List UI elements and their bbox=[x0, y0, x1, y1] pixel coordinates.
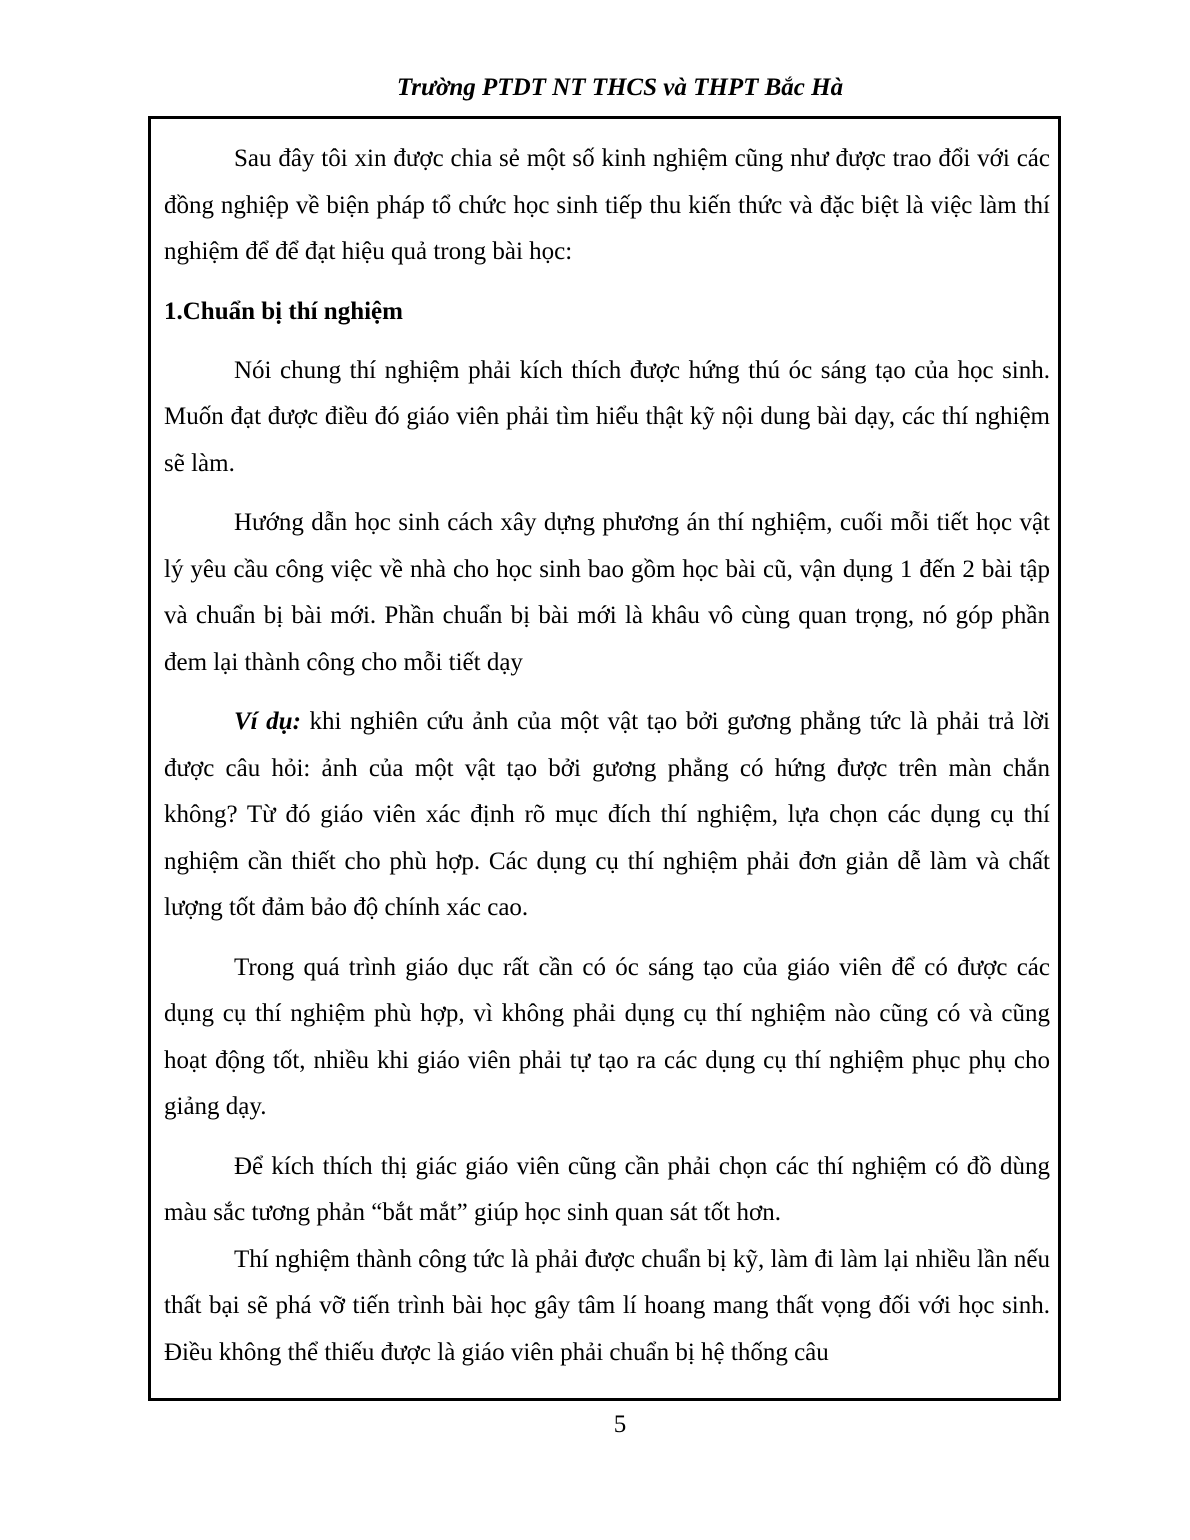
paragraph-success: Thí nghiệm thành công tức là phải được chuẩn bị kỹ, làm đi làm lại nhiều lần nếu thất bại sẽ phá vỡ tiến trình bài học gây tâm lí hoang mang thất vọng đối với học sinh. Điều không thể thiếu được là giáo viên phải chuẩn bị hệ thống câu bbox=[164, 1245, 1050, 1366]
intro-paragraph: Sau đây tôi xin được chia sẻ một số kinh nghiệm cũng như được trao đổi với các đồng nghiệp về biện pháp tổ chức học sinh tiếp thu kiến thức và đặc biệt là việc làm thí nghiệm để để đạt hiệu quả trong bài học: bbox=[164, 145, 1050, 265]
paragraph-guidance: Hướng dẫn học sinh cách xây dựng phương án thí nghiệm, cuối mỗi tiết học vật lý yêu cầu công việc về nhà cho học sinh bao gồm học bài cũ, vận dụng 1 đến 2 bài tập và chuẩn bị bài mới. Phần chuẩn bị bài mới là khâu vô cùng quan trọng, nó góp phần đem lại thành công cho mỗi tiết dạy bbox=[164, 509, 1050, 676]
page-header-school-name: Trường PTDT NT THCS và THPT Bắc Hà bbox=[396, 74, 844, 101]
paragraph-visual: Để kích thích thị giác giáo viên cũng cần phải chọn các thí nghiệm có đồ dùng màu sắc tương phản “bắt mắt” giúp học sinh quan sát tốt hơn. bbox=[164, 1152, 1050, 1226]
page-number: 5 bbox=[613, 1411, 627, 1438]
paragraph-creativity: Trong quá trình giáo dục rất cần có óc sáng tạo của giáo viên để có được các dụng cụ thí nghiệm phù hợp, vì không phải dụng cụ thí nghiệm nào cũng có và cũng hoạt động tốt, nhiều khi giáo viên phải tự tạo ra các dụng cụ thí nghiệm phục phụ cho giảng dạy. bbox=[164, 953, 1050, 1120]
example-text: khi nghiên cứu ảnh của một vật tạo bởi gương phẳng tức là phải trả lời được câu hỏi: ảnh của một vật tạo bởi gương phẳng có hứng được trên màn chắn không? Từ đó giáo viên xác định rõ mục đích thí nghiệm, lựa chọn các dụng cụ thí nghiệm cần thiết cho phù hợp. Các dụng cụ thí nghiệm phải đơn giản dễ làm và chất lượng tốt đảm bảo độ chính xác cao. bbox=[164, 708, 1050, 921]
paragraph-interest: Nói chung thí nghiệm phải kích thích được hứng thú óc sáng tạo của học sinh. Muốn đạt được điều đó giáo viên phải tìm hiểu thật kỹ nội dung bài dạy, các thí nghiệm sẽ làm. bbox=[164, 356, 1050, 477]
example-paragraph bbox=[164, 699, 1050, 932]
document-body bbox=[164, 136, 1050, 1376]
section-heading: 1.Chuẩn bị thí nghiệm bbox=[164, 297, 403, 325]
example-label: Ví dụ: bbox=[234, 708, 301, 735]
